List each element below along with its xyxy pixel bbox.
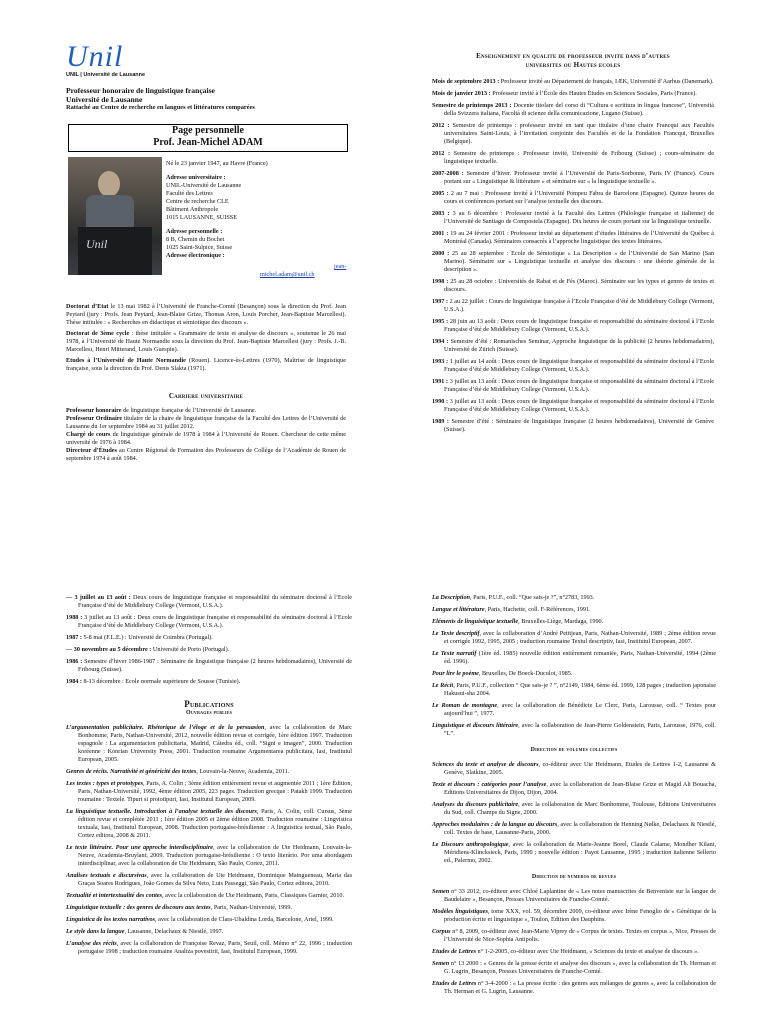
journal-issue-item: Etudes de Lettres n° 1-2-2005, co-éditeur avec Ute Heidmann, « Sciences du texte et analyse de discours ». [432,948,699,955]
guest-teaching-item: — 3 juillet au 13 août : Deux cours de linguistique française et responsabilité du séminaire doctoral à l’Ecole Française d’été de Middlebury College (Vermont, U.S.A.). [66,594,352,609]
email-label: Adresse électronique : [166,252,225,259]
book-item: Le Texte descriptif, avec la collaboration d’André Petitjean, Paris, Nathan-Université, 1989 ; 2ème édition revue et corrigée 1992, 1995, 2005 ; traduction roumaine Textul descriptiv, Iasi, Institutul European, 2007. [432,630,716,645]
book-item: Textualité et intertextualité des contes, avec la collaboration de Ute Heidmann, Paris, Classiques Garnier, 2010. [66,892,345,899]
book-item: Linguistique textuelle : des genres de discours aux textes, Paris, Nathan-Université, 1999. [66,904,292,911]
collective-volume-item: Texte et discours : catégories pour l’analyse, avec la collaboration de Jean-Blaise Grize et Magid Ali Bouacha, Editions Universitaires de Dijon, Dijon, 2004. [432,781,716,796]
univ-address-line: 1015 LAUSANNE, SUISSE [166,214,237,221]
guest-teaching-item: 1991 : 3 juillet au 13 août : Deux cours de linguistique française et responsabilité du séminaire doctoral à l’Ecole Française d’été de Middlebury College (Vermont, U.S.A.). [432,378,714,393]
page-title-box [68,124,348,152]
guest-teaching-item: 1990 : 3 juillet au 13 août : Deux cours de linguistique française et responsabilité du séminaire doctoral à l’Ecole Française d’été de Middlebury College (Vermont, U.S.A.). [432,398,714,413]
header-block [66,86,366,112]
photo-lectern-logo: Unil [86,237,108,251]
career-section [66,392,346,463]
book-item: La Description, Paris, P.U.F., coll. “Que sais-je ?”, n°2783, 1993. [432,594,595,601]
career-title: Carriere universitaire [168,392,244,400]
guest-teaching-item: 1986 : Semestre d’hiver 1986-1987 : Séminaire de linguistique française (2 heures hebdomadaires), Université de Fribourg (Suisse). [66,658,352,673]
collective-volume-item: Sciences du texte et analyse de discours, co-éditeur avec Ute Heidmann, Etudes de Lettres 1-2, Lausanne & Genève, Slatkine, 2005. [432,761,716,776]
journal-issue-item: Corpus n° 8, 2009, co-éditeur avec Jean-Marie Viprey de « Corpus de textes. Textes en corpus », Nice, Presses de l’Université de Nice-Sophia Antipolis. [432,928,716,943]
degree-item: Doctorat de 3ème cycle : thèse intitulée « Grammaire de texte et analyse de discours », soutenue le 26 mai 1978, à l’Université de Haute Normandie sous la direction du Prof. Jean-Baptiste Marcellesi (jury : Profs. J.-B. Marcellesi, Henri Mitterand, Louis Guespin). [66,330,347,353]
guest-teaching-item: Mois de janvier 2013 : Professeur invité à l’École des Hautes Études en Sciences Sociales, Paris (France). [432,90,697,97]
guest-teaching-item: 2000 : 25 au 28 septembre : Ecole de Sémiotique « La Description » de l’Université de San Marino (San Marino). Séminaire sur « Linguistique textuelle et analyse des discours : une théorie générale de la description ». [432,250,715,273]
unil-logo [66,40,145,78]
book-item: Linguistica de los textos narrativos, avec la collaboration de Clara-Ubaldina Lorda, Barcelone, Ariel, 1999. [66,916,334,923]
unil-logo-subtitle: UNIL | Université de Lausanne [66,72,146,78]
books-list [66,724,352,956]
guest-teaching-section [432,52,714,438]
journal-issue-item: Modèles linguistiques, tome XXX, vol. 59, décembre 2009, co-éditeur avec Irène Fenoglio de « Génétique de la production écrite et linguistique », Toulon, Edition des Dauphins. [432,908,716,923]
book-item: Genres de récits. Narrativité et généricité des textes, Louvain-la-Neuve, Academia, 2011. [66,768,290,775]
degree-item: Etudes à l’Université de Haute Normandie (Rouen). Licence-ès-Lettres (1970), Maîtrise de linguistique française, sous la direction du Prof. Denis Slakta (1971). [66,357,347,372]
header-line-3: Rattaché au Centre de recherche en langues et littératures comparées [66,104,255,111]
univ-address-line: Centre de recherche CLE [166,198,229,205]
book-item: Le Récit, Paris, P.U.F., collection “ Que sais-je ? ”, n°2149, 1984, 6ème éd. 1999, 128 pages ; traduction japonaise Hakusui-sha 2004. [432,682,716,697]
univ-address-line: UNIL-Université de Lausanne [166,182,242,189]
page2-right-column [432,594,716,1000]
book-item: Eléments de linguistique textuelle, Bruxelles-Liège, Mardaga, 1990. [432,618,604,625]
page2-guest-list [66,594,352,686]
guest-teaching-item: 2007-2008 : Semestre d’hiver. Professeur invité à l’Université de Paris-Sorbonne, Paris IV (France). Cours portant sur « Linguistique & littérature » et séminaire sur « la linguistique textuelle ». [432,170,714,185]
guest-teaching-item: 1989 : Semestre d’été : Séminaire de linguistique française (2 heures hebdomadaires), Université de Genève (Suisse). [432,418,714,433]
perso-address-line: 8 B, Chemin du Bochet [166,236,225,243]
guest-teaching-item: 1987 : 5-8 mai (F.L.E.) : Université de Coimbra (Portugal). [66,634,213,641]
univ-address-line: Faculté des Lettres [166,190,213,197]
journal-issue-item: Semen n° 13 2000 : « Genres de la presse écrite et analyse des discours », avec la collaboration de Th. Herman et G. Lugrin, Besançon, Presses Universitaires de Franche-Comté. [432,960,716,975]
book-item: Linguistique et discours littéraire, avec la collaboration de Jean-Pierre Goldenstein, Paris, Larousse, 1976, coll. “L”. [432,722,716,737]
guest-teaching-item: 1993 : 1 juillet au 14 août : Deux cours de linguistique française et responsabilité du séminaire doctoral à l’Ecole Française d’été de Middlebury College (Vermont, U.S.A.). [432,358,714,373]
book-item: Langue et littérature, Paris, Hachette, coll. F-Références, 1991. [432,606,591,613]
book-item: L’argumentation publicitaire. Rhétorique de l’éloge et de la persuasion, avec la collaboration de Marc Bonhomme, Paris, Nathan-Université, 2012, nouvelle édition revue et corrigée, 1ère édition 1997. Traduction espagnole : La argumentacion publicitaria, Madrid, Cátedra éd., coll. “Signi e imagen”, 2000. Traduction koréenne : Konrian University Press, 2001. Traduction roumaine Argumentarea publicitara, Iasi, Institutul European, 2005. [66,724,352,763]
book-item: Analises textuais e discursivas, avec la collaboration de Ute Heidmann, Dominique Maingueneau, Maria das Graças Soares Rodrigues, João Gomes da Silva Neto, Luis Passeggi, São Paulo, Cortez editora, 2010. [66,872,352,887]
guest-teaching-item: 2012 : Semestre de printemps : Professeur invité, Université de Fribourg (Suisse) ; cours-séminaire de linguistique textuelle. [432,150,714,165]
univ-address-label: Adresse universitaire : [166,174,226,181]
unil-logo-word: Unil [66,40,124,73]
journal-issue-item: Etudes de Lettres n° 3-4-2000 : « La presse écrite : des genres aux mélanges de genres », avec la collaboration de Th. Herman et G. Lugrin, Lausanne. [432,980,716,995]
book-item: Le Texte narratif (1ère éd. 1985) nouvelle édition entièrement remaniée, Paris, Nathan-Université, 1994 (2ème éd. 1996). [432,650,716,665]
birth-info: Né le 23 janvier 1947, au Havre (France) [166,160,268,167]
page-title-line-1: Page personnelle [172,125,244,136]
collective-volume-item: Analyses du discours publicitaire, avec la collaboration de Marc Bonhomme, Toulouse, Editions Universitaires du Sud, coll. Champs du Signe, 2000. [432,801,716,816]
career-item: Professeur honoraire de linguistique française de l’Université de Lausanne. [66,407,257,414]
email-link-part-1[interactable]: jean- [334,263,347,270]
perso-address-line: 1025 Saint-Sulpice, Suisse [166,244,233,251]
univ-address-line: Bâtiment Anthropole [166,206,219,213]
publications-title: Publications [184,699,234,709]
guest-teaching-item: 2001 : 19 au 24 février 2001 : Professeur invité au département d’études littéraires de l’Université du Québec à Montréal (Canada). Séminaires consacrés à l’approche linguistique des textes littéraires. [432,230,714,245]
header-line-2: Université de Lausanne [66,95,143,104]
book-item: Le style dans la langue, Lausanne, Delachaux & Niestlé, 1997. [66,928,224,935]
page2-left-column [66,594,352,960]
book-item: La linguistique textuelle. Introduction à l’analyse textuelle des discours, Paris, A. Colin, coll. Cursus, 3ème édition revue et complétée 2011 ; 1ère édition 2005 et 2ème édition 2008. Traduction roumaine : Lingvistica textuala, Iasi, Institutul European, 2008. Traduction portugaise-brésilienne : A linguistica textual, São Paulo, Cortez editora, 2008 & 2011. [66,808,352,839]
book-item: Le texte littéraire. Pour une approche interdisciplinaire, avec la collaboration de Ute Heidmann, Louvain-la-Neuve, Academia-Bruylant, 2009. Traduction portugaise-brésilienne : O texto literário. Por uma abordagem interdisciplinar, avec la collaboration de Ute Heidmann, São Paulo, Cortez, 2011. [66,844,352,867]
portrait-photo [68,157,162,275]
career-item: Professeur Ordinaire titulaire de la chaire de linguistique française de la Faculté des Lettres de l’Université de Lausanne du 1er septembre 1984 au 31 juillet 2012. [66,415,346,430]
guest-teaching-item: — 30 novembre au 5 décembre : Université de Porto (Portugal). [66,646,230,653]
journal-issues-list [432,888,716,996]
guest-teaching-item: 1988 : 3 juillet au 13 août : Deux cours de linguistique française et responsabilité du séminaire doctoral à l’Ecole Française d’été de Middlebury College (Vermont, U.S.A.). [66,614,353,629]
guest-teaching-item: 1994 : Semestre d’été : Romanisches Seminar, Approche linguistique de la publicité (2 heures hebdomadaires), Université de Zürich (Suisse). [432,338,715,353]
career-item: Chargé de cours de linguistique générale de 1978 à 1984 à l’Université de Rouen. Chercheur de cette même université de 1976 à 1984. [66,431,347,446]
journal-issue-item: Semen n° 33 2012, co-éditeur avec Chloé Laplantine de « Les notes manuscrites de Benveniste sur la langue de Baudelaire », Besançon, Presses Universitaires de Franche-Comté. [432,888,716,903]
collective-volume-item: Approches modulaires : de la langue au discours, avec la collaboration de Henning Nølke, Delachaux & Niestlé, coll. Textes de base, Lausanne-Paris, 2000. [432,821,717,836]
guest-teaching-item: 2003 : 3 au 6 décembre : Professeur invité à la Faculté des Lettres (Philologie française et italienne) de l’Université de Santiago de Compostela (Espagne). Dix heures de cours portant sur la linguistique textuelle. [432,210,714,225]
book-item: Les textes : types et prototypes, Paris, A. Colin ; 3ème édition entièrement revue et augmentée 2011 ; 1ère Édition, Paris, Nathan-Université, 1992, 4ème édition 2005, 223 pages. Traduction grecque : Patakh 1999. Traduction roumaine : Textele. Tipuri si prototipuri, Iasi, Institutul European, 2009. [66,780,352,803]
collective-volume-item: Le Discours anthropologique, avec la collaboration de Marie-Jeanne Borel, Claude Calame, Mondher Kilani, Méridiens-Klincksieck, Paris, 1990 ; nouvelle édition : Payot Lausanne, 1995 ; traduction italienne Sellerio ed., Palermo, 2002. [432,841,716,864]
guest-teaching-item: 1995 : 28 juin au 13 août : Deux cours de linguistique française et responsabilité du séminaire doctoral à l’Ecole Française d’été de Middlebury College (Vermont, U.S.A.). [432,318,715,333]
books-subtitle: Ouvrages publies [185,710,233,716]
book-item: Pour lire le poème, Bruxelles, De Boeck-Duculot, 1985. [432,670,573,677]
guest-teaching-item: 1997 : 2 au 22 juillet : Cours de linguistique française à l’Ecole Française d’été de Middlebury College (Vermont, U.S.A.). [432,298,714,313]
contact-block [166,160,346,260]
guest-title-line-2: universites ou Hautes ecoles [525,61,621,69]
degrees-section [66,303,346,376]
guest-teaching-item: 2012 : Semestre de printemps : professeur invité en tant que titulaire d’une chaire Francqui aux Facultés universitaires Saint-Louis, à l’invitation conjointe des Facultés et de la Fondation Francqui, Bruxelles (Belgique). [432,122,714,145]
guest-teaching-item: Semestre de printemps 2013 : Docente titolare del corso di “Cultura e scrittura in lingua francese”, Università della Svizzera italiana, Facoltà di scienze della comunicazione, Lugano (Suisse). [432,102,714,117]
guest-teaching-item: 2005 : 2 au 7 mai : Professeur invité à l’Université Pompeu Fabra de Barcelone (Espagne). Quinze heures de cours et conférences portant sur l’analyse textuelle des discours. [432,190,714,205]
guest-title-line-1: Enseignement en qualite de professeur invite dans d’autres [476,52,670,60]
guest-teaching-item: Mois de septembre 2013 : Professeur invité au Département de français, IÆK, Université d’Aarhus (Danemark). [432,78,714,85]
collective-volumes-title: Direction de volumes collectifs [530,747,618,753]
book-item: Le Roman de montagne, avec la collaboration de Bénédicte Le Clerc, Paris, Larousse, coll. “ Textes pour aujourd’hui ”, 1977. [432,702,716,717]
email-link-part-2[interactable]: michel.adam@unil.ch [260,271,315,278]
collective-volumes-list [432,761,716,865]
book-item: L’analyse des récits, avec la collaboration de Françoise Revaz, Paris, Seuil, coll. Mémo n° 22, 1996 ; traduction portugaise 1998 ; traduction roumaine Analiza povestirii, Iasi, Institutul European, 1999. [66,940,352,955]
career-item: Directeur d’Études au Centre Régional de Formation des Professeurs de Collège de l’Académie de Rouen de septembre 1974 à août 1984. [66,447,346,462]
degree-item: Doctorat d’Etat le 13 mai 1982 à l’Université de Franche-Comté (Besançon) sous la direction du Prof. Jean Peytard (jury : Profs. Jean Peytard, Jean-Blaise Grize, Thomas Aron, Louis Porcher, Jean-Baptiste Marcellesi). Thèse intitulée : « Recherches en didactique et sémiotique des discours ». [66,303,346,326]
perso-address-label: Adresse personnelle : [166,228,223,235]
page-title-line-2: Prof. Jean-Michel ADAM [153,137,263,148]
guest-list [432,78,714,434]
journal-issues-title: Direction de numeros de revues [531,874,617,880]
guest-teaching-item: 1984 : 8-13 décembre : Ecole normale supérieure de Sousse (Tunisie). [66,678,241,685]
books-list-continued [432,594,716,738]
guest-teaching-item: 1998 : 25 au 28 octobre : Universités de Rabat et de Fès (Maroc). Séminaire sur les types et genres de textes et discours. [432,278,714,293]
photo-head [98,171,120,197]
header-line-1: Professeur honoraire de linguistique française [66,86,215,95]
